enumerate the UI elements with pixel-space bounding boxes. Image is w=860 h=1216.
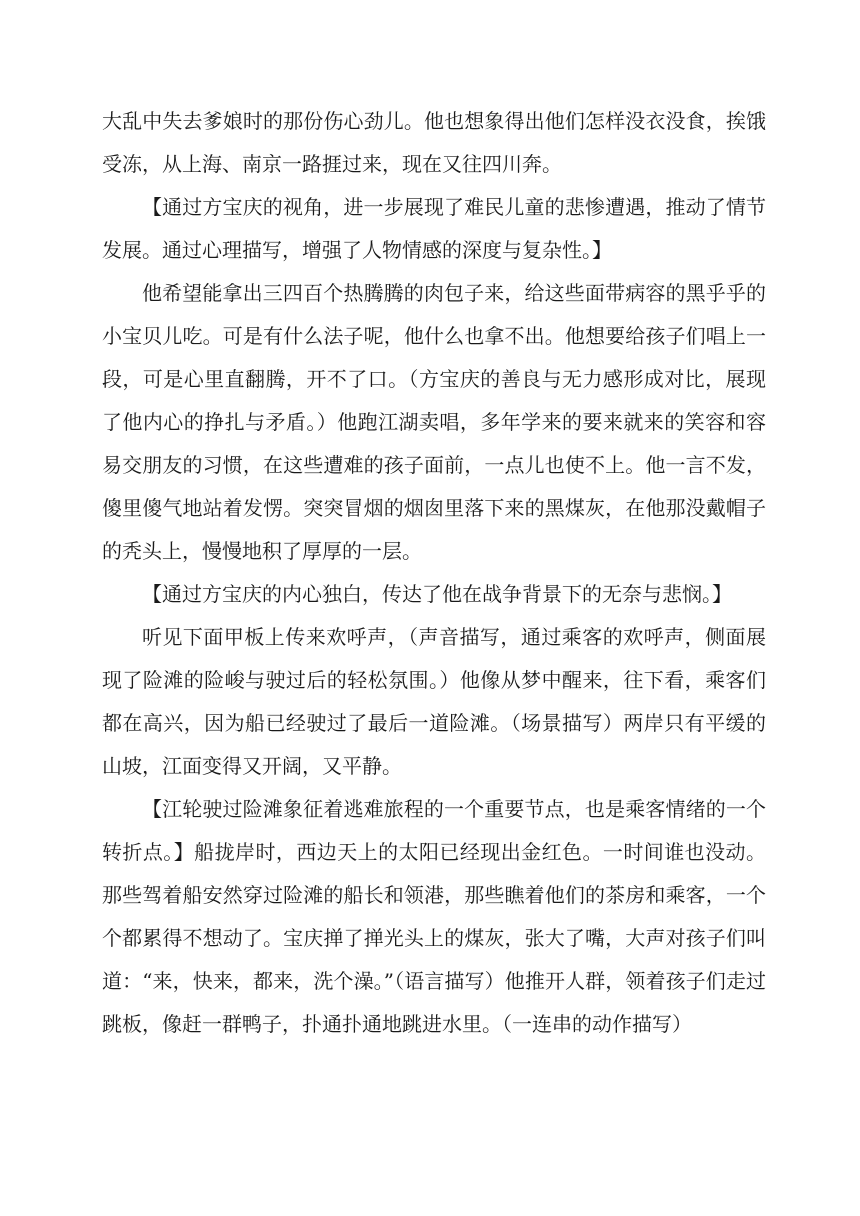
annotation-paragraph-2: 【通过方宝庆的内心独白，传达了他在战争背景下的无奈与悲悯。】	[142, 582, 732, 606]
document-body	[102, 100, 766, 1046]
paragraph-1: 大乱中失去爹娘时的那份伤心劲儿。他也想象得出他们怎样没衣没食，挨饿受冻，从上海、南京一路捱过来，现在又往四川奔。	[102, 109, 766, 176]
annotation-paragraph-1: 【通过方宝庆的视角，进一步展现了难民儿童的悲惨遭遇，推动了情节发展。通过心理描写，增强了人物情感的深度与复杂性。】	[102, 195, 766, 262]
paragraph-4: 【江轮驶过险滩象征着逃难旅程的一个重要节点，也是乘客情绪的一个转折点。】船拢岸时，西边天上的太阳已经现出金红色。一时间谁也没动。那些驾着船安然穿过险滩的船长和领港，那些瞧着他们的茶房和乘客，一个个都累得不想动了。宝庆掸了掸光头上的煤灰，张大了嘴，大声对孩子们叫道：“来，快来，都来，洗个澡。”（语言描写）他推开人群，领着孩子们走过跳板，像赶一群鸭子，扑通扑通地跳进水里。（一连串的动作描写）	[102, 797, 766, 1036]
paragraph-2: 他希望能拿出三四百个热腾腾的肉包子来，给这些面带病容的黑乎乎的小宝贝儿吃。可是有什么法子呢，他什么也拿不出。他想要给孩子们唱上一段，可是心里直翻腾，开不了口。（方宝庆的善良与无力感形成对比，展现了他内心的挣扎与矛盾。）他跑江湖卖唱，多年学来的要来就来的笑容和容易交朋友的习惯，在这些遭难的孩子面前，一点儿也使不上。他一言不发，傻里傻气地站着发愣。突突冒烟的烟囱里落下来的黑煤灰，在他那没戴帽子的秃头上，慢慢地积了厚厚的一层。	[102, 281, 766, 563]
paragraph-3: 听见下面甲板上传来欢呼声，（声音描写，通过乘客的欢呼声，侧面展现了险滩的险峻与驶过后的轻松氛围。）他像从梦中醒来，往下看，乘客们都在高兴，因为船已经驶过了最后一道险滩。（场景描写）两岸只有平缓的山坡，江面变得又开阔，又平静。	[102, 625, 766, 778]
